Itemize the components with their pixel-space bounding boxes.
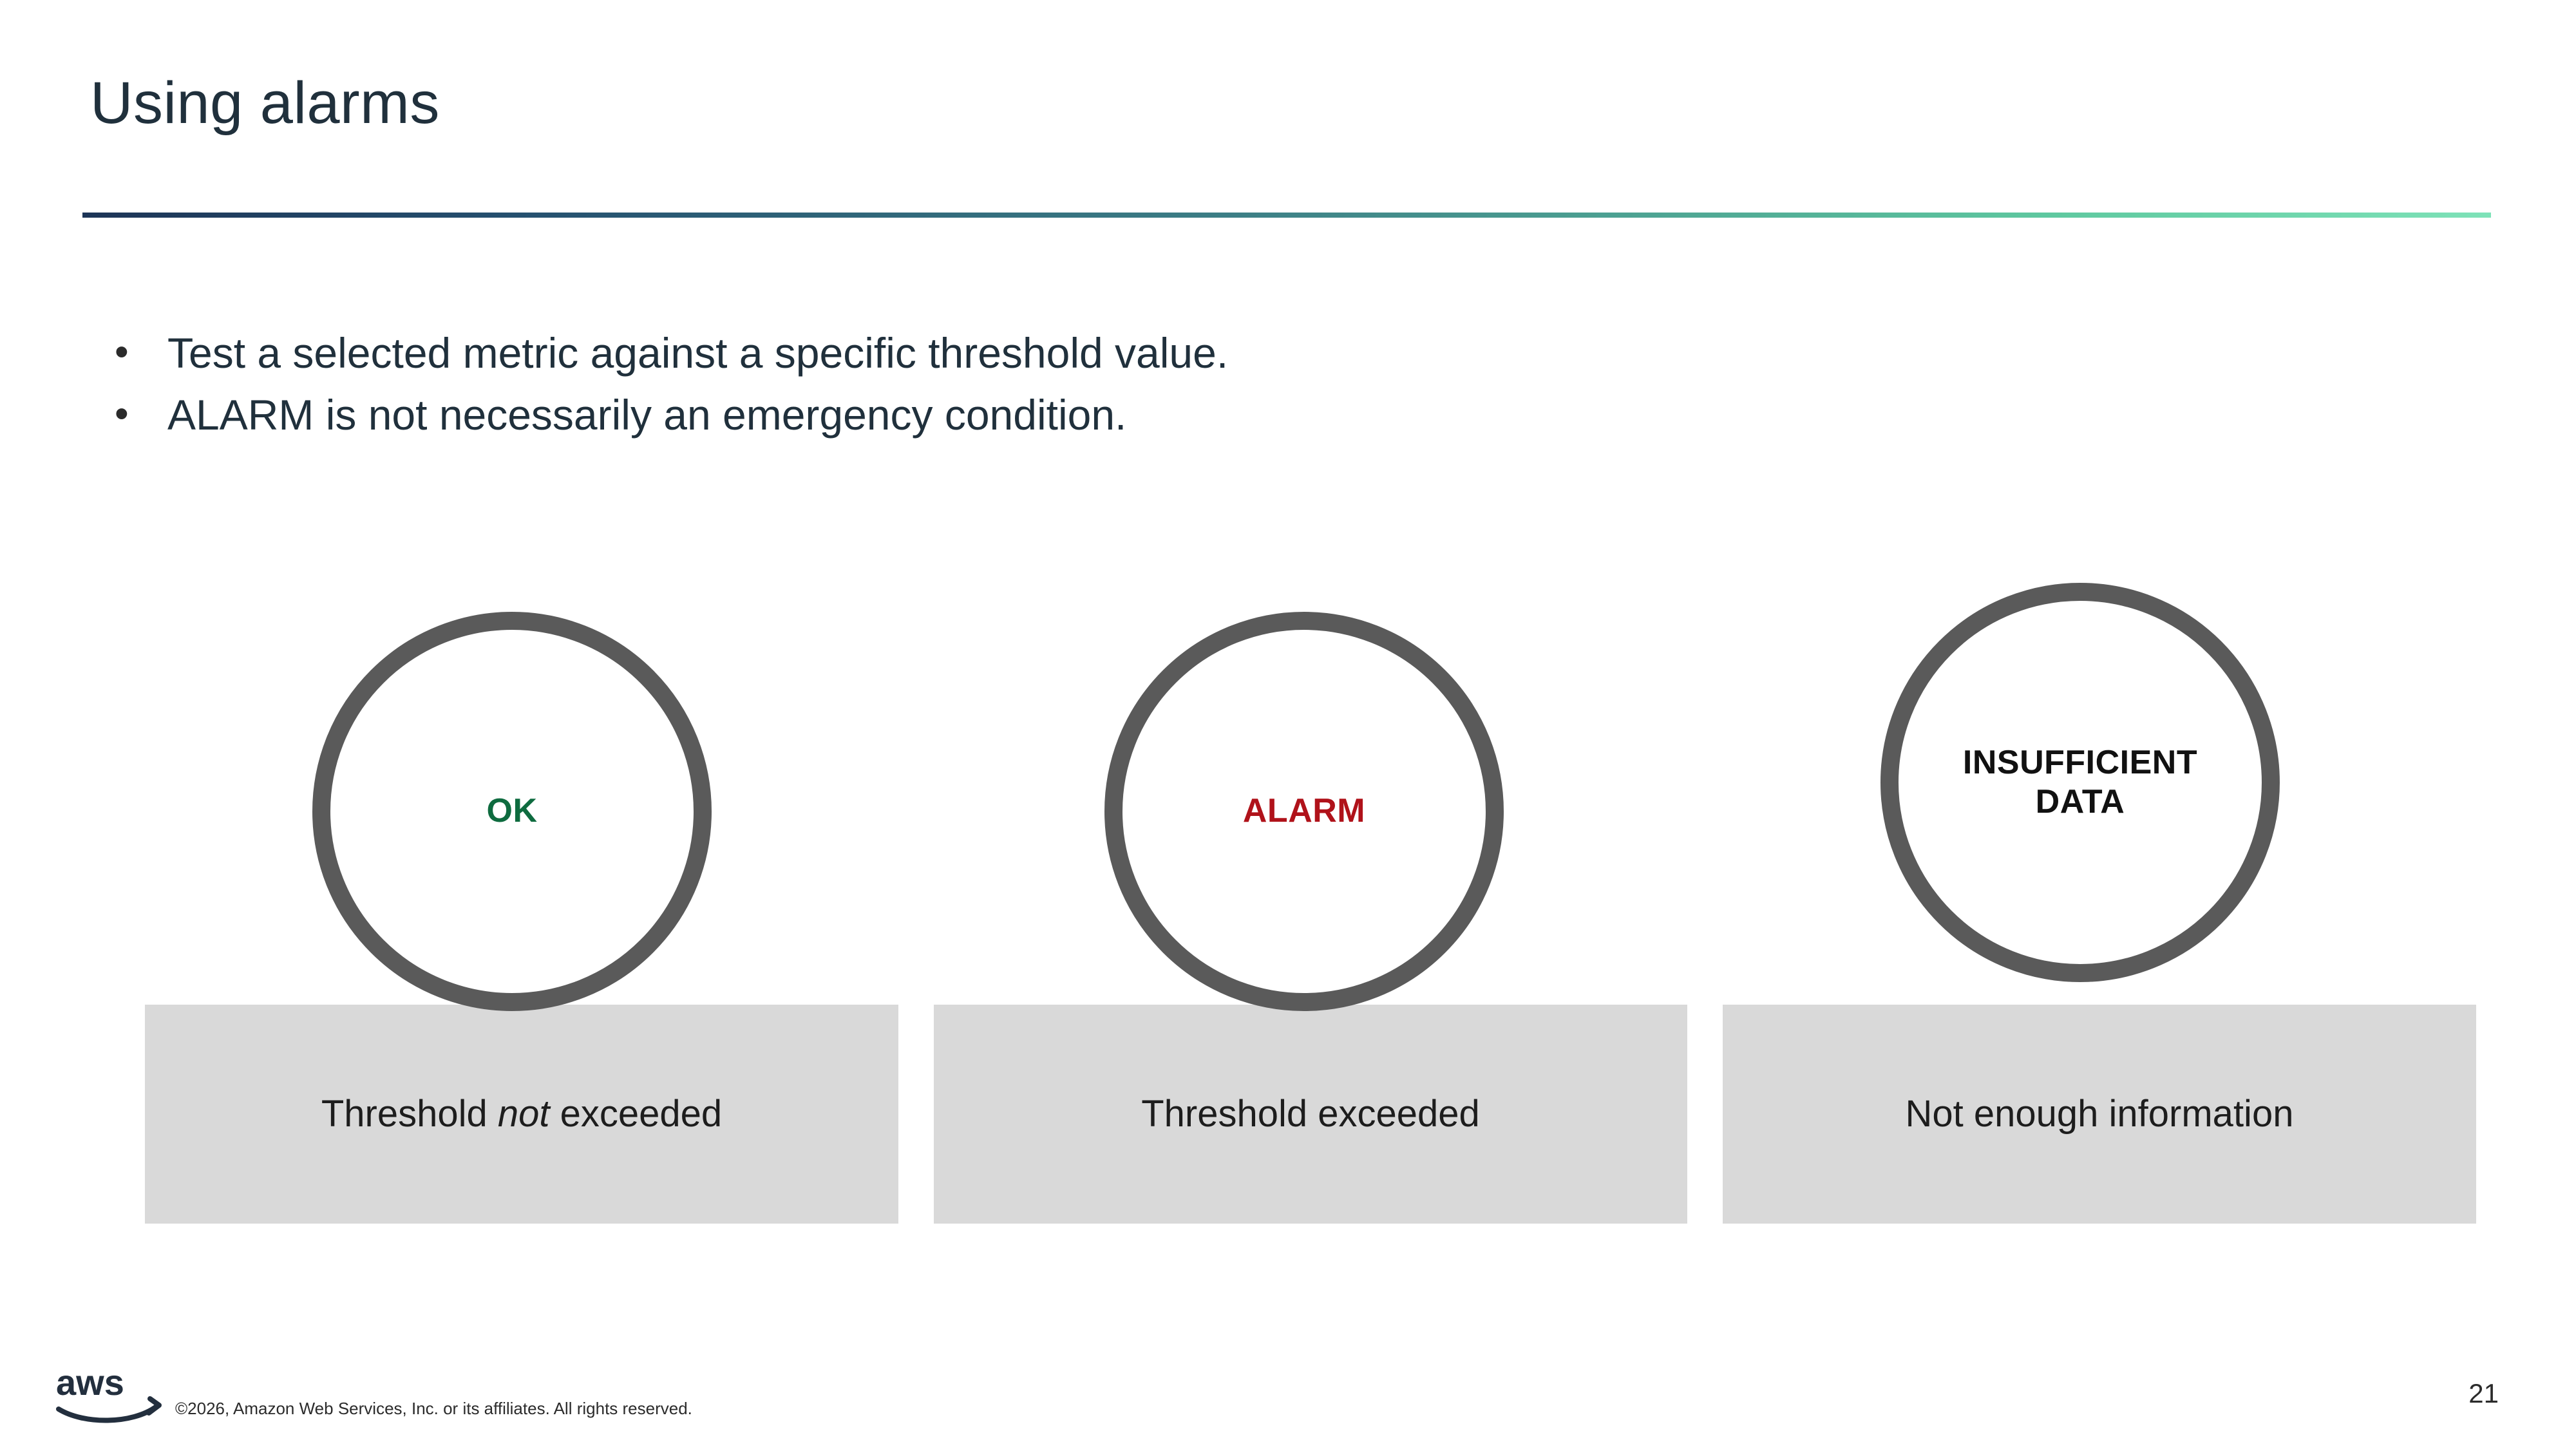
bullet-text: ALARM is not necessarily an emergency condition. (167, 390, 1127, 439)
bullet-marker: • (115, 330, 129, 374)
bullet-marker: • (115, 391, 129, 436)
state-label-ok: OK (486, 792, 538, 830)
state-label-alarm: ALARM (1242, 792, 1366, 830)
state-label-insufficient-data (1963, 743, 2197, 822)
caption-suffix: exceeded (549, 1093, 723, 1135)
state-column-alarm (934, 792, 1687, 1224)
aws-logo (55, 1359, 171, 1430)
state-circle-insufficient-data (1880, 583, 2280, 982)
page-number: 21 (2468, 1378, 2499, 1408)
state-column-insufficient-data (1723, 743, 2476, 1224)
page-title: Using alarms (90, 70, 440, 136)
state-circle-ok (312, 612, 712, 1011)
copyright-text: ©2026, Amazon Web Services, Inc. or its affiliates. All rights reserved. (175, 1399, 692, 1418)
bullet-text: Test a selected metric against a specific threshold value. (167, 329, 1229, 377)
state-column-ok (145, 792, 898, 1224)
state-caption-box (145, 1005, 898, 1224)
caption-emphasis: not (497, 1093, 550, 1135)
state-caption (308, 1094, 735, 1135)
state-circle-alarm (1104, 612, 1504, 1011)
state-caption-box (1723, 1005, 2476, 1224)
caption-prefix: Threshold exceeded (1141, 1093, 1480, 1135)
svg-text:aws: aws (56, 1362, 124, 1403)
state-label-line1: INSUFFICIENT (1962, 743, 2198, 781)
caption-prefix: Threshold (321, 1093, 498, 1135)
state-caption (1128, 1094, 1493, 1135)
caption-prefix: Not enough information (1905, 1093, 2294, 1135)
state-caption-box (934, 1005, 1687, 1224)
state-caption (1893, 1094, 2307, 1135)
state-label-line2: DATA (2035, 783, 2125, 820)
